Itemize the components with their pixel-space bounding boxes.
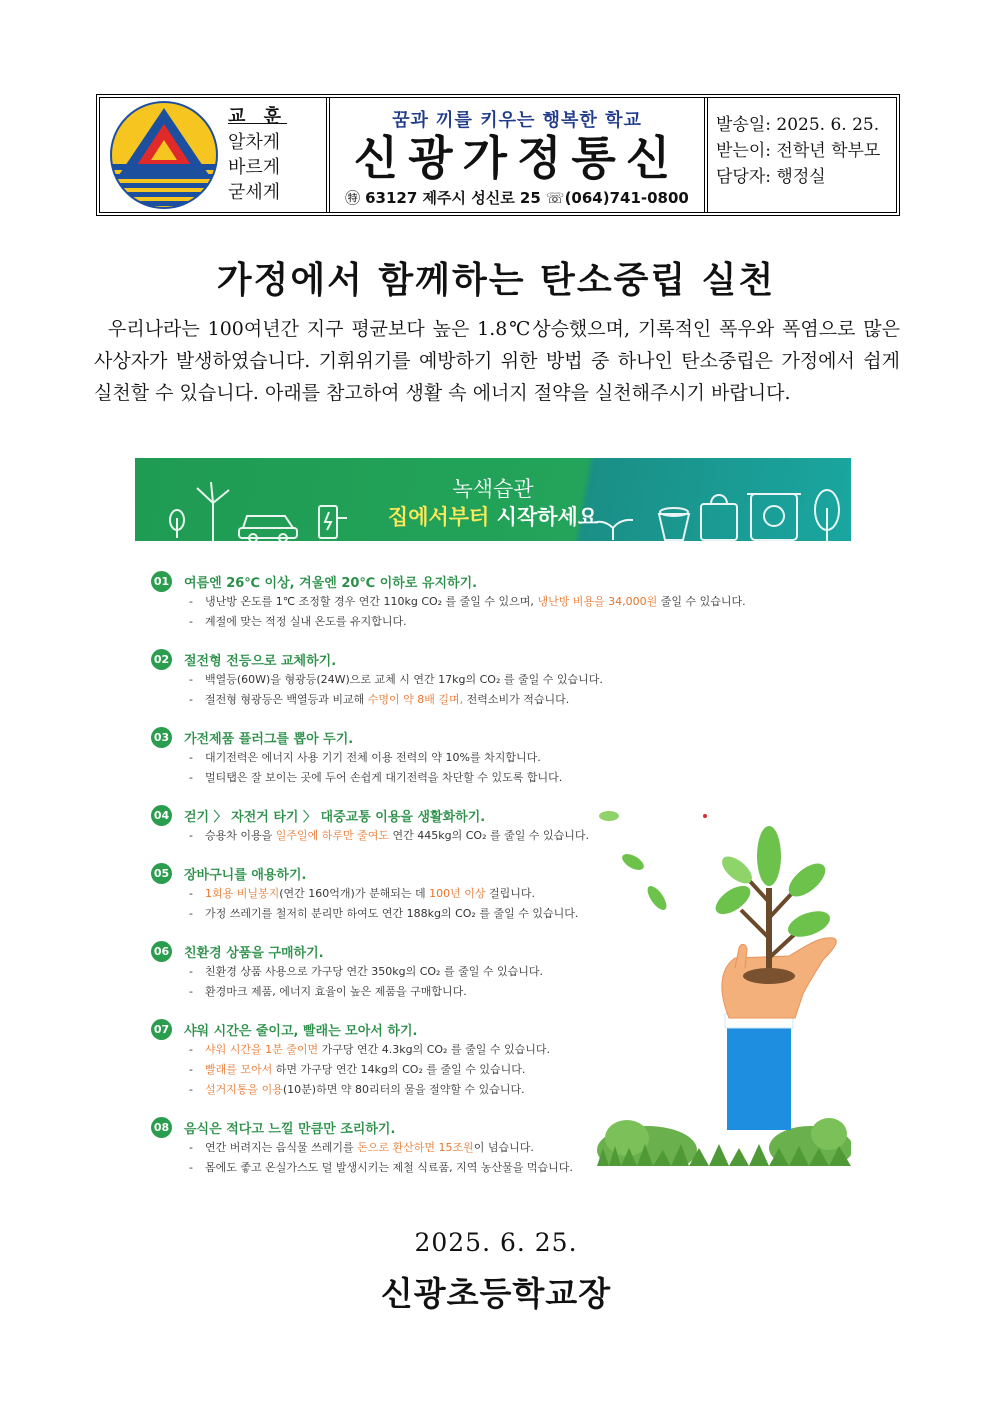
title-cell <box>330 98 708 212</box>
address-text: 63127 제주시 성신로 25 <box>365 189 541 207</box>
tip-number-badge: 06 <box>151 941 172 962</box>
tip-title: 절전형 전등으로 교체하기. <box>184 653 337 669</box>
tip-number-badge: 08 <box>151 1117 172 1138</box>
tip-bullet: - 설거지통을 이용(10분)하면 약 80리터의 물을 절약할 수 있습니다. <box>189 1083 525 1096</box>
banner-line-1: 녹색습관 <box>452 477 534 501</box>
tip-bullet: - 환경마크 제품, 에너지 효율이 높은 제품을 구매합니다. <box>189 985 467 998</box>
tip-title: 음식은 적다고 느낄 만큼만 조리하기. <box>184 1121 396 1137</box>
phone-number: (064)741-0800 <box>564 188 689 207</box>
tip-bullet: - 냉난방 온도를 1℃ 조정할 경우 연간 110kg CO₂ 를 줄일 수 있으며, 냉난방 비용을 34,000원 줄일 수 있습니다. <box>189 595 746 608</box>
tip-number-badge: 07 <box>151 1019 172 1040</box>
intro-paragraph: 우리나라는 100여년간 지구 평균보다 높은 1.8℃상승했으며, 기록적인 폭우와 폭염으로 많은 사상자가 발생하였습니다. 기휘위기를 예방하기 위한 방법 중 하나인 탄소중립은 가정에서 쉽게 실천할 수 있습니다. 아래를 참고하여 생활 속 에너지 절약을 실천해주시기 바랍니다. <box>94 318 900 404</box>
tip-title: 걷기 〉 자전거 타기 〉 대중교통 이용을 생활화하기. <box>184 809 486 825</box>
tip-item <box>151 570 771 632</box>
banner-rest: 시작하세요 <box>489 505 599 529</box>
hand-holding-sapling-icon <box>597 798 851 1166</box>
tip-number-badge: 01 <box>151 571 172 592</box>
newsletter-name: 신광가정통신 <box>353 131 681 185</box>
tip-number-badge: 02 <box>151 649 172 670</box>
tip-item <box>151 648 771 710</box>
tip-bullet: - 1회용 비닐봉지(연간 160억개)가 분해되는 데 100년 이상 걸립니다. <box>189 887 535 900</box>
tip-bullet: - 대기전력은 에너지 사용 기기 전체 이용 전력의 약 10%를 차지합니다. <box>189 751 541 764</box>
tip-number-badge: 04 <box>151 805 172 826</box>
banner-line-2 <box>135 501 851 531</box>
tip-bullet: - 친환경 상품 사용으로 가구당 연간 350kg의 CO₂ 를 줄일 수 있습니다. <box>189 965 543 978</box>
tip-number-badge: 03 <box>151 727 172 748</box>
poster-banner <box>135 458 851 541</box>
tip-bullet: - 백열등(60W)을 형광등(24W)으로 교체 시 연간 17kg의 CO₂ 를 줄일 수 있습니다. <box>189 673 603 686</box>
tip-bullet: - 몸에도 좋고 온실가스도 덜 발생시키는 제철 식료품, 지역 농산물을 먹습니다. <box>189 1161 573 1174</box>
motto-line: 알차게 <box>228 132 281 153</box>
green-habits-poster <box>135 458 851 1174</box>
tip-bullet: - 계절에 맞는 적정 실내 온도를 유지합니다. <box>189 615 407 628</box>
motto-heading: 교 훈 <box>228 106 288 127</box>
tip-bullet: - 멀티탭은 잘 보이는 곳에 두어 손쉽게 대기전력을 차단할 수 있도록 합니다. <box>189 771 563 784</box>
tip-bullet: - 빨래를 모아서 하면 가구당 연간 14kg의 CO₂ 를 줄일 수 있습니다. <box>189 1063 526 1076</box>
contact-person: 담당자: 행정실 <box>716 167 826 187</box>
motto-line: 바르게 <box>228 157 281 178</box>
school-address <box>330 187 704 208</box>
document-title: 가정에서 함께하는 탄소중립 실천 <box>216 260 776 301</box>
tip-bullet: - 샤워 시간을 1분 줄이면 가구당 연간 4.3kg의 CO₂ 를 줄일 수 있습니다. <box>189 1043 550 1056</box>
tip-bullet: - 절전형 형광등은 백열등과 비교해 수명이 약 8배 길며, 전력소비가 적습니다. <box>189 693 570 706</box>
phone-icon: ☏ <box>545 188 565 207</box>
tip-title: 장바구니를 애용하기. <box>184 867 307 883</box>
postal-icon: ㊕ <box>345 189 361 207</box>
tip-title: 가전제품 플러그를 뽑아 두기. <box>184 731 354 747</box>
school-emblem-icon <box>100 98 228 212</box>
tip-bullet: - 승용차 이용을 일주일에 하루만 줄여도 연간 445kg의 CO₂ 를 줄일 수 있습니다. <box>189 829 589 842</box>
tip-item <box>151 726 771 788</box>
send-date: 발송일: 2025. 6. 25. <box>716 115 880 135</box>
principal-signature: 신광초등학교장 <box>380 1274 612 1313</box>
tip-number-badge: 05 <box>151 863 172 884</box>
tip-title: 샤워 시간은 줄이고, 빨래는 모아서 하기. <box>184 1023 418 1039</box>
tip-title: 친환경 상품을 구매하기. <box>184 945 324 961</box>
newsletter-header <box>96 94 900 216</box>
school-slogan: 꿈과 끼를 키우는 행복한 학교 <box>392 110 642 131</box>
tip-bullet: - 연간 버려지는 음식물 쓰레기를 돈으로 환산하면 15조원이 넘습니다. <box>189 1141 534 1154</box>
tip-title: 여름엔 26℃ 이상, 겨울엔 20℃ 이하로 유지하기. <box>184 575 478 591</box>
motto-line: 굳세게 <box>228 182 281 203</box>
info-cell <box>708 98 896 212</box>
issue-date: 2025. 6. 25. <box>414 1228 578 1257</box>
tip-bullet: - 가정 쓰레기를 철저히 분리만 하여도 연간 188kg의 CO₂ 를 줄일 수 있습니다. <box>189 907 579 920</box>
recipient: 받는이: 전학년 학부모 <box>716 141 881 161</box>
school-motto <box>228 98 287 212</box>
banner-highlight: 집에서부터 <box>387 505 490 529</box>
logo-cell <box>100 98 330 212</box>
